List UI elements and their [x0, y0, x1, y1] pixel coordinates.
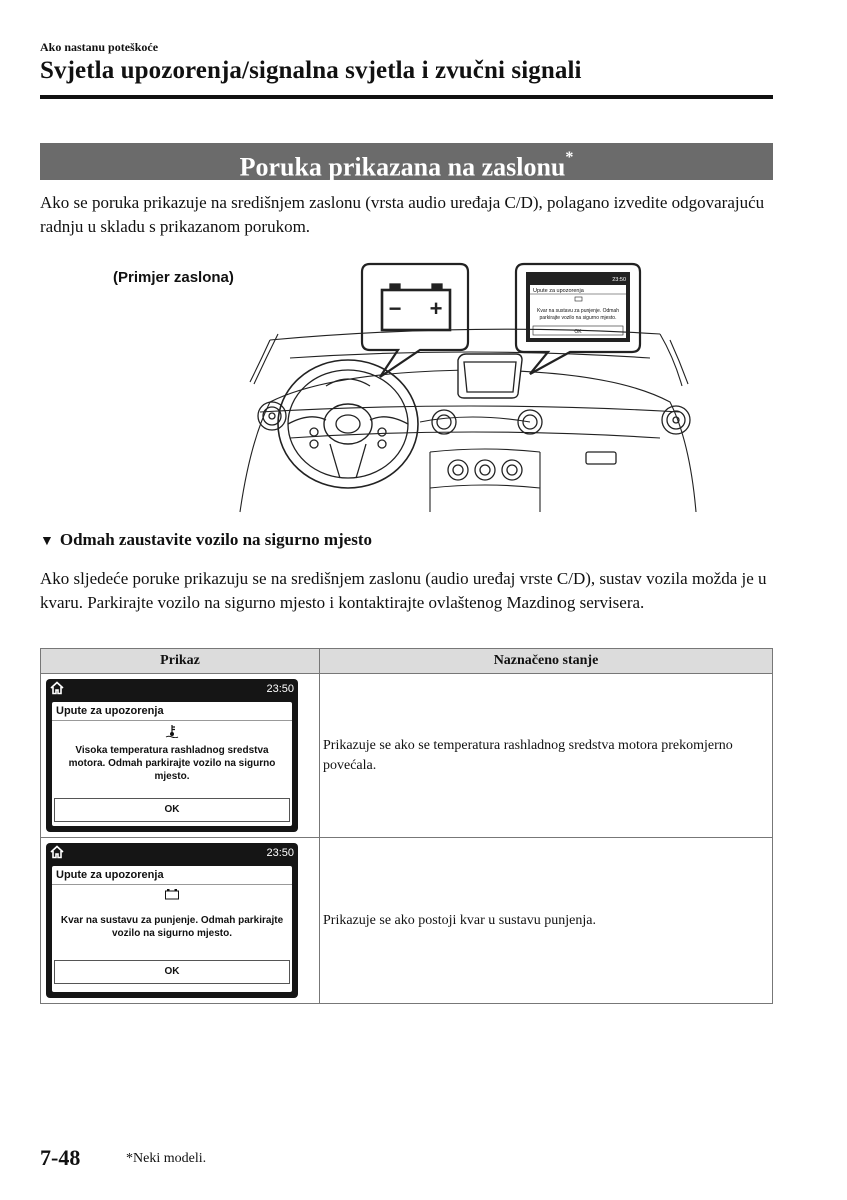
glovebox-handle	[586, 452, 616, 464]
steering-wheel	[278, 360, 418, 488]
coolant-temperature-icon	[52, 724, 292, 741]
table-header-row	[41, 649, 773, 674]
state-description: Prikazuje se ako se temperatura rashladnog sredstva motora prekomjerno povećala.	[320, 674, 773, 838]
page-title: Svjetla upozorenja/signalna svjetla i zvučni signali	[40, 57, 582, 84]
center-display	[458, 354, 522, 398]
screen-dialog-header	[52, 702, 292, 721]
screen-message: Kvar na sustavu za punjenje. Odmah parkirajte vozilo na sigurno mjesto.	[60, 915, 284, 939]
warning-screen	[46, 843, 298, 998]
battery-callout	[362, 264, 468, 377]
battery-minus-sign: −	[388, 296, 402, 321]
section-label: Ako nastanu poteškoće	[40, 40, 159, 54]
mini-screen-title: Upute za upozorenja	[533, 288, 584, 294]
mini-screen-message-line1: Kvar na sustavu za punjenje. Odmah	[537, 308, 619, 314]
screen-message: Visoka temperatura rashladnog sredstva motora. Odmah parkirajte vozilo na sigurno mjesto.	[68, 745, 276, 782]
battery-plus-sign: +	[429, 296, 443, 321]
mini-screen-time: 23:50	[612, 277, 626, 283]
air-vent-right	[662, 406, 690, 434]
table-row	[41, 674, 773, 838]
banner-title: Poruka prikazana na zaslonu	[239, 152, 566, 182]
battery-icon	[382, 284, 450, 330]
air-vent-left	[258, 402, 286, 430]
banner-asterisk: *	[565, 149, 574, 166]
screen-clock: 23:50	[266, 683, 294, 695]
subheading	[40, 530, 372, 550]
table-row	[41, 838, 773, 1004]
subheading-text: Odmah zaustavite vozilo na sigurno mjesto	[59, 530, 372, 549]
dashboard-illustration	[230, 262, 700, 518]
warning-paragraph: Ako sljedeće poruke prikazuju se na središnjem zaslonu (audio uređaj vrste C/D), sustav vozila možda je u kvaru. Parkirajte vozilo na sigurno mjesto i kontaktirajte ovlaštenog Mazdinog servisera.	[40, 569, 767, 612]
message-table	[40, 648, 773, 1004]
screen-dialog-title: Upute za upozorenja	[56, 869, 164, 881]
state-description: Prikazuje se ako postoji kvar u sustavu punjenja.	[320, 838, 773, 1004]
screen-dialog	[52, 702, 292, 826]
battery-icon	[52, 888, 292, 903]
ok-button[interactable]: OK	[54, 798, 290, 822]
climate-knobs	[448, 460, 522, 480]
footnote: *Neki modeli.	[126, 1151, 207, 1166]
mini-screen-ok: OK	[574, 329, 582, 335]
ok-button[interactable]: OK	[54, 960, 290, 984]
home-icon	[50, 845, 64, 859]
screen-clock: 23:50	[266, 847, 294, 859]
column-header-state: Naznačeno stanje	[320, 649, 773, 674]
mini-screen-message-line2: parkirajte vozilo na sigurno mjesto.	[539, 315, 617, 321]
page-number: 7-48	[40, 1145, 81, 1170]
triangle-marker-icon: ▼	[40, 534, 54, 549]
screen-callout	[516, 264, 640, 374]
display-cell	[41, 674, 320, 838]
title-rule	[40, 95, 773, 99]
column-header-display: Prikaz	[41, 649, 320, 674]
display-cell	[41, 838, 320, 1004]
screen-status-bar	[46, 679, 298, 699]
air-vent-center-left	[432, 410, 456, 434]
screen-dialog-header	[52, 866, 292, 885]
screen-dialog-title: Upute za upozorenja	[56, 705, 164, 717]
warning-screen	[46, 679, 298, 832]
home-icon	[50, 681, 64, 695]
example-label: (Primjer zaslona)	[113, 269, 234, 286]
screen-dialog	[52, 866, 292, 992]
screen-status-bar	[46, 843, 298, 863]
section-banner	[40, 143, 773, 180]
intro-paragraph: Ako se poruka prikazuje na središnjem zaslonu (vrsta audio uređaja C/D), polagano izvedite odgovarajuću radnju u skladu s prikazanom porukom.	[40, 193, 765, 236]
